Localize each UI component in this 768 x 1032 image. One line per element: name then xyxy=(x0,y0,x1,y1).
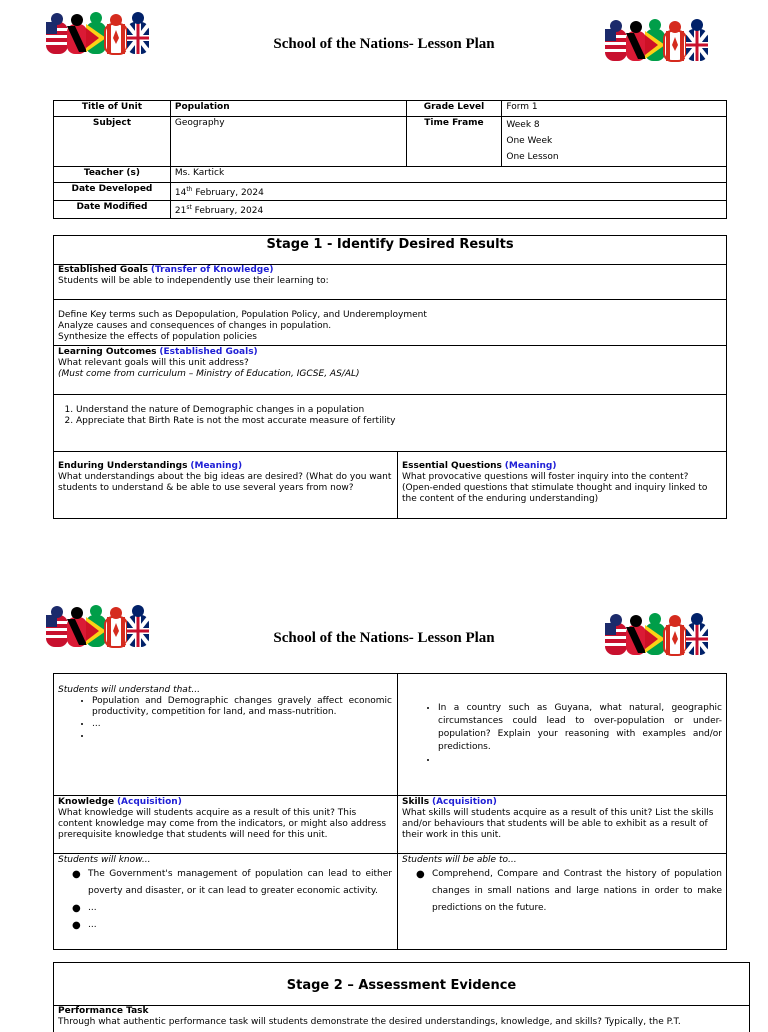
date-developed-value xyxy=(170,183,726,201)
date-rest: February, 2024 xyxy=(191,206,264,216)
know-item: ● ... xyxy=(88,900,392,917)
stage1-title: Stage 1 - Identify Desired Results xyxy=(266,237,514,252)
time-frame-item: Week 8 xyxy=(506,120,540,130)
knowledge-tag: (Acquisition) xyxy=(116,797,182,807)
date-day: 21 xyxy=(174,206,187,216)
goals-heading: Established Goals xyxy=(58,265,149,275)
title-of-unit-label: Title of Unit xyxy=(54,101,171,117)
knowledge-question: What knowledge will students acquire as a result of this unit? This content knowledge may come from the indicators, or might also address prerequisite knowledge that students will need for this unit. xyxy=(58,808,387,840)
performance-task xyxy=(58,1006,745,1028)
teacher-value: Ms. Kartick xyxy=(170,167,726,183)
outcomes-heading: Learning Outcomes xyxy=(58,347,157,357)
enduring-heading: Enduring Understandings xyxy=(58,461,188,471)
time-frame-item: One Lesson xyxy=(506,152,559,162)
skills-tag: (Acquisition) xyxy=(431,797,497,807)
understand-item xyxy=(92,731,392,742)
knowledge-cell xyxy=(58,797,392,841)
goals-list xyxy=(58,310,722,343)
time-frame-value xyxy=(502,117,727,167)
time-frame-label: Time Frame xyxy=(406,117,502,167)
enduring-question: What understandings about the big ideas are desired? (What do you want students to understand & be able to use several years from now? xyxy=(58,472,392,493)
skills-cell xyxy=(402,797,722,841)
grade-level-value: Form 1 xyxy=(502,101,727,117)
stage2-title: Stage 2 – Assessment Evidence xyxy=(286,978,517,993)
date-developed-label: Date Developed xyxy=(54,183,171,201)
question-item: • In a country such as Guyana, what natural, geographic circumstances could lead to over-population or under-population? Explain your reasoning with examples and/or predictions. xyxy=(438,702,722,754)
enduring-tag: (Meaning) xyxy=(190,461,243,471)
outcomes-list xyxy=(58,405,722,427)
skills-question: What skills will students acquire as a result of this unit? List the skills and/or behaviours that students will be able to exhibit as a result of their work in this unit. xyxy=(402,808,714,840)
title-of-unit-value: Population xyxy=(170,101,406,117)
outcome-item: 2. Appreciate that Birth Rate is not the most accurate measure of fertility xyxy=(76,416,722,427)
outcomes-question: What relevant goals will this unit address? xyxy=(58,358,249,368)
outcomes-tag: (Established Goals) xyxy=(159,347,258,357)
date-suffix: st xyxy=(186,204,192,211)
understandings-knowledge-table xyxy=(53,673,727,950)
date-day: 14 xyxy=(174,188,187,198)
able-item: ● Comprehend, Compare and Contrast the history of population changes in small nations and large nations in order to make predictions on the future. xyxy=(432,866,722,917)
time-frame-item: One Week xyxy=(506,136,553,146)
goals-intro: Students will be able to independently use their learning to: xyxy=(58,276,329,286)
learning-outcomes xyxy=(58,347,722,380)
understand-item: • Population and Demographic changes gravely affect economic productivity, competition for land, and mass-nutrition. xyxy=(92,696,392,718)
page-title: School of the Nations- Lesson Plan xyxy=(273,630,495,646)
date-modified-label: Date Modified xyxy=(54,201,171,219)
goal-item: Analyze causes and consequences of changes in population. xyxy=(58,321,332,331)
able-cell xyxy=(402,855,722,917)
questions-cell xyxy=(402,702,722,767)
date-modified-value xyxy=(170,201,726,219)
know-item: ● ... xyxy=(88,917,392,934)
understand-cell xyxy=(58,685,392,742)
goal-item: Define Key terms such as Depopulation, Population Policy, and Underemployment xyxy=(58,310,427,320)
subject-label: Subject xyxy=(54,117,171,167)
understand-intro: Students will understand that... xyxy=(58,685,200,695)
outcome-item: 1. Understand the nature of Demographic changes in a population xyxy=(76,405,722,416)
skills-heading: Skills xyxy=(402,797,430,807)
know-intro: Students will know... xyxy=(58,855,151,865)
outcomes-note: (Must come from curriculum – Ministry of Education, IGCSE, AS/AL) xyxy=(58,369,360,379)
essential-question: What provocative questions will foster inquiry into the content? (Open-ended questions that stimulate thought and inquiry linked to the content of the enduring understanding) xyxy=(402,472,708,504)
date-suffix: th xyxy=(186,186,193,193)
enduring-understandings xyxy=(58,461,392,494)
goal-item: Synthesize the effects of population policies xyxy=(58,332,257,342)
question-item xyxy=(438,754,722,767)
subject-value: Geography xyxy=(170,117,406,167)
goals-tag: (Transfer of Knowledge) xyxy=(150,265,274,275)
know-cell xyxy=(58,855,392,934)
know-item: ● The Government's management of population can lead to either poverty and disaster, or it can lead to greater economic activity. xyxy=(88,866,392,900)
able-intro: Students will be able to... xyxy=(402,855,517,865)
perf-question: Through what authentic performance task will students demonstrate the desired understandings, knowledge, and skills? Typically, the P.T. xyxy=(58,1017,681,1027)
date-rest: February, 2024 xyxy=(192,188,264,198)
essential-questions xyxy=(402,461,722,505)
understand-item: • ... xyxy=(92,719,392,730)
knowledge-heading: Knowledge xyxy=(58,797,115,807)
grade-level-label: Grade Level xyxy=(406,101,502,117)
unit-info-table xyxy=(53,100,727,219)
teacher-label: Teacher (s) xyxy=(54,167,171,183)
essential-tag: (Meaning) xyxy=(504,461,557,471)
established-goals xyxy=(58,265,722,287)
essential-heading: Essential Questions xyxy=(402,461,502,471)
stage1-section xyxy=(53,235,727,519)
perf-heading: Performance Task xyxy=(58,1006,149,1016)
page-title: School of the Nations- Lesson Plan xyxy=(273,36,495,52)
stage2-section xyxy=(53,962,750,1032)
